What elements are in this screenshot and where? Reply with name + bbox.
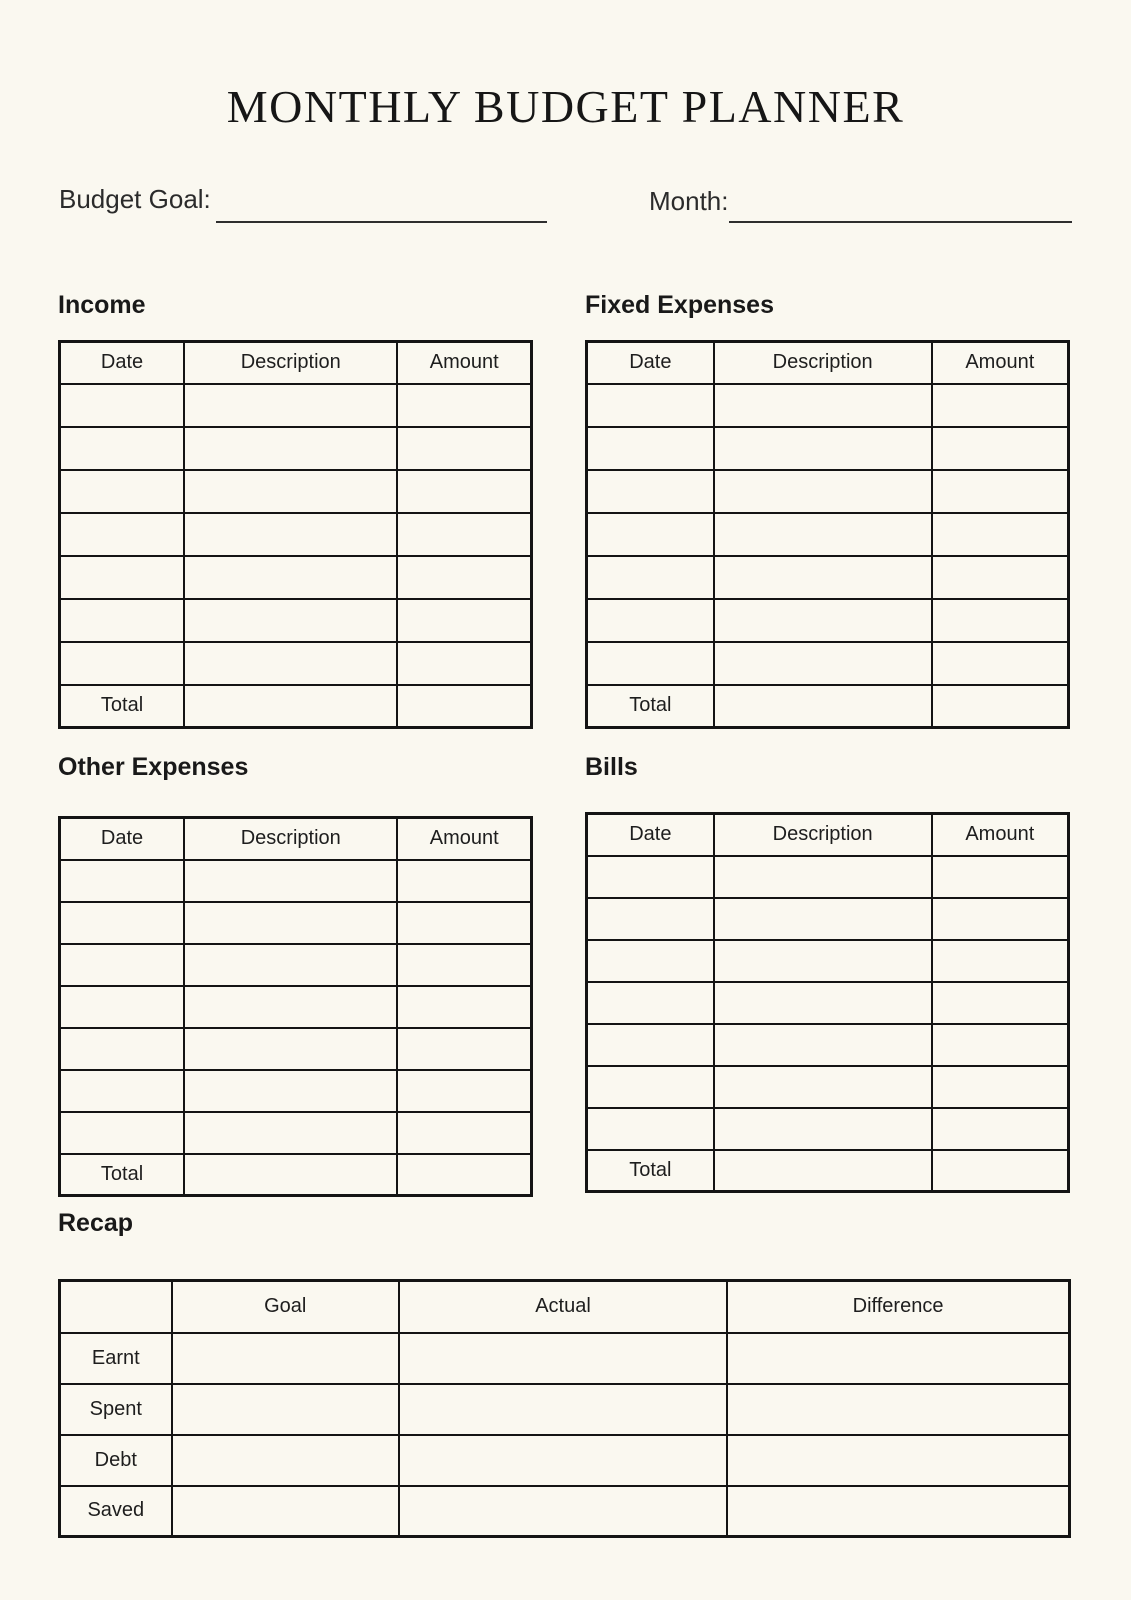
recap-row-earnt: [60, 1333, 1070, 1384]
entry-cell-amount: [397, 1028, 531, 1070]
entry-row: [60, 470, 532, 513]
recap-cell-actual: [399, 1384, 727, 1435]
entry-cell-description: [184, 1112, 397, 1154]
entry-cell-amount: [932, 982, 1069, 1024]
entry-cell-amount: [932, 642, 1069, 685]
other-expenses-table: [58, 816, 533, 1197]
entry-row: [587, 940, 1069, 982]
entry-cell-description: [714, 642, 932, 685]
column-header-date: Date: [587, 814, 714, 856]
budget-goal-label: Budget Goal:: [59, 184, 211, 214]
entry-cell-amount: [397, 944, 531, 986]
entry-row: [587, 642, 1069, 685]
entry-row: [60, 1028, 532, 1070]
entry-cell-amount: [932, 856, 1069, 898]
entry-cell-description: [184, 986, 397, 1028]
entry-cell-date: [60, 556, 185, 599]
entry-row: [587, 599, 1069, 642]
entry-cell-date: [587, 642, 714, 685]
entry-cell-description: [714, 556, 932, 599]
entry-cell-amount: [932, 384, 1069, 427]
section-heading-recap: Recap: [58, 1209, 134, 1237]
entry-row: [60, 513, 532, 556]
entry-cell-amount: [932, 599, 1069, 642]
total-cell-amount: [397, 1154, 531, 1196]
column-header-amount: Amount: [932, 814, 1069, 856]
entry-cell-date: [587, 856, 714, 898]
column-header-date: Date: [60, 342, 185, 384]
entry-cell-amount: [397, 642, 531, 685]
recap-row-debt: [60, 1435, 1070, 1486]
recap-cell-difference: [727, 1384, 1069, 1435]
recap-row-label: Spent: [60, 1384, 172, 1435]
entry-cell-amount: [932, 1066, 1069, 1108]
recap-row-saved: [60, 1486, 1070, 1537]
entry-cell-description: [714, 1108, 932, 1150]
total-label: Total: [60, 685, 185, 728]
total-row: [587, 1150, 1069, 1192]
entry-cell-amount: [397, 1070, 531, 1112]
total-label: Total: [60, 1154, 185, 1196]
entry-cell-amount: [932, 427, 1069, 470]
recap-cell-actual: [399, 1435, 727, 1486]
entry-row: [587, 556, 1069, 599]
recap-corner-cell: [60, 1281, 172, 1333]
entry-cell-amount: [397, 513, 531, 556]
column-header-description: Description: [184, 818, 397, 860]
entry-cell-description: [184, 860, 397, 902]
entry-cell-amount: [932, 470, 1069, 513]
total-row: [587, 685, 1069, 728]
total-label: Total: [587, 685, 714, 728]
entry-cell-amount: [397, 902, 531, 944]
entry-row: [587, 384, 1069, 427]
entry-cell-date: [587, 982, 714, 1024]
entry-cell-date: [587, 556, 714, 599]
total-cell-description: [184, 685, 397, 728]
entry-cell-amount: [397, 986, 531, 1028]
entry-row: [587, 1066, 1069, 1108]
section-heading-income: Income: [58, 291, 146, 319]
entry-cell-description: [714, 470, 932, 513]
entry-cell-date: [587, 470, 714, 513]
recap-cell-difference: [727, 1333, 1069, 1384]
entry-cell-description: [184, 1028, 397, 1070]
total-label: Total: [587, 1150, 714, 1192]
entry-cell-date: [60, 642, 185, 685]
entry-row: [60, 556, 532, 599]
total-cell-description: [184, 1154, 397, 1196]
entry-cell-amount: [932, 1108, 1069, 1150]
entry-cell-amount: [932, 898, 1069, 940]
entry-row: [60, 642, 532, 685]
entry-cell-amount: [397, 1112, 531, 1154]
recap-cell-goal: [172, 1486, 399, 1537]
income-table-body: [60, 384, 532, 728]
entry-cell-date: [60, 513, 185, 556]
entry-row: [60, 384, 532, 427]
column-header-difference: Difference: [727, 1281, 1069, 1333]
column-header-description: Description: [714, 814, 932, 856]
recap-cell-actual: [399, 1486, 727, 1537]
recap-table: [58, 1279, 1071, 1538]
entry-cell-amount: [932, 940, 1069, 982]
budget-goal-blank-line: [216, 221, 547, 223]
column-header-goal: Goal: [172, 1281, 399, 1333]
entry-cell-date: [587, 1108, 714, 1150]
fixed-expenses-table: [585, 340, 1070, 729]
entry-cell-description: [714, 982, 932, 1024]
entry-cell-date: [60, 427, 185, 470]
entry-row: [587, 427, 1069, 470]
entry-cell-date: [60, 1028, 185, 1070]
entry-row: [60, 599, 532, 642]
entry-row: [60, 1070, 532, 1112]
entry-row: [60, 944, 532, 986]
entry-row: [587, 470, 1069, 513]
entry-row: [587, 898, 1069, 940]
entry-cell-date: [60, 1112, 185, 1154]
entry-cell-description: [184, 599, 397, 642]
recap-row-label: Earnt: [60, 1333, 172, 1384]
entry-cell-amount: [397, 599, 531, 642]
page-title: MONTHLY BUDGET PLANNER: [226, 81, 905, 132]
entry-cell-description: [184, 902, 397, 944]
entry-cell-date: [587, 384, 714, 427]
recap-cell-actual: [399, 1333, 727, 1384]
entry-cell-description: [714, 599, 932, 642]
table-header-row: [587, 342, 1069, 384]
table-header-row: [587, 814, 1069, 856]
entry-cell-amount: [397, 556, 531, 599]
entry-row: [60, 1112, 532, 1154]
recap-table-body: [60, 1333, 1070, 1537]
entry-cell-description: [184, 642, 397, 685]
column-header-date: Date: [60, 818, 185, 860]
total-cell-amount: [397, 685, 531, 728]
entry-cell-date: [60, 944, 185, 986]
entry-cell-description: [184, 384, 397, 427]
total-cell-amount: [932, 1150, 1069, 1192]
entry-row: [60, 986, 532, 1028]
entry-cell-description: [714, 856, 932, 898]
entry-cell-date: [60, 986, 185, 1028]
recap-cell-goal: [172, 1435, 399, 1486]
entry-cell-description: [184, 1070, 397, 1112]
entry-row: [60, 902, 532, 944]
entry-row: [587, 1024, 1069, 1066]
entry-cell-description: [714, 384, 932, 427]
entry-row: [587, 856, 1069, 898]
recap-cell-difference: [727, 1435, 1069, 1486]
entry-cell-date: [587, 599, 714, 642]
column-header-amount: Amount: [397, 818, 531, 860]
column-header-actual: Actual: [399, 1281, 727, 1333]
recap-header-row: [60, 1281, 1070, 1333]
entry-cell-description: [714, 1024, 932, 1066]
total-cell-amount: [932, 685, 1069, 728]
income-table: [58, 340, 533, 729]
total-cell-description: [714, 1150, 932, 1192]
entry-cell-amount: [397, 427, 531, 470]
recap-row-label: Debt: [60, 1435, 172, 1486]
fixed-expenses-table-body: [587, 384, 1069, 728]
column-header-amount: Amount: [932, 342, 1069, 384]
entry-cell-amount: [932, 513, 1069, 556]
entry-cell-amount: [932, 1024, 1069, 1066]
total-row: [60, 685, 532, 728]
bills-table: [585, 812, 1070, 1193]
entry-row: [60, 860, 532, 902]
section-heading-fixed-expenses: Fixed Expenses: [585, 291, 774, 319]
section-heading-other-expenses: Other Expenses: [58, 753, 249, 781]
entry-cell-description: [184, 470, 397, 513]
recap-cell-goal: [172, 1384, 399, 1435]
bills-table-body: [587, 856, 1069, 1192]
column-header-amount: Amount: [397, 342, 531, 384]
column-header-description: Description: [184, 342, 397, 384]
total-row: [60, 1154, 532, 1196]
entry-cell-date: [587, 1066, 714, 1108]
entry-cell-date: [587, 940, 714, 982]
recap-row-label: Saved: [60, 1486, 172, 1537]
entry-cell-description: [184, 944, 397, 986]
entry-cell-date: [60, 384, 185, 427]
entry-row: [587, 982, 1069, 1024]
other-expenses-table-body: [60, 860, 532, 1196]
column-header-description: Description: [714, 342, 932, 384]
entry-cell-amount: [397, 384, 531, 427]
entry-cell-description: [714, 1066, 932, 1108]
total-cell-description: [714, 685, 932, 728]
entry-row: [587, 1108, 1069, 1150]
entry-cell-date: [60, 470, 185, 513]
entry-cell-date: [60, 599, 185, 642]
recap-row-spent: [60, 1384, 1070, 1435]
column-header-date: Date: [587, 342, 714, 384]
entry-cell-description: [714, 427, 932, 470]
entry-row: [60, 427, 532, 470]
entry-cell-amount: [397, 860, 531, 902]
table-header-row: [60, 818, 532, 860]
entry-row: [587, 513, 1069, 556]
entry-cell-description: [184, 427, 397, 470]
recap-cell-difference: [727, 1486, 1069, 1537]
entry-cell-date: [587, 898, 714, 940]
month-blank-line: [729, 221, 1072, 223]
entry-cell-description: [184, 513, 397, 556]
month-label: Month:: [649, 186, 729, 216]
entry-cell-date: [587, 1024, 714, 1066]
entry-cell-date: [60, 1070, 185, 1112]
entry-cell-description: [714, 940, 932, 982]
entry-cell-amount: [932, 556, 1069, 599]
section-heading-bills: Bills: [585, 753, 638, 781]
entry-cell-description: [184, 556, 397, 599]
entry-cell-date: [587, 513, 714, 556]
recap-cell-goal: [172, 1333, 399, 1384]
entry-cell-date: [60, 860, 185, 902]
entry-cell-date: [587, 427, 714, 470]
entry-cell-amount: [397, 470, 531, 513]
entry-cell-date: [60, 902, 185, 944]
entry-cell-description: [714, 513, 932, 556]
table-header-row: [60, 342, 532, 384]
entry-cell-description: [714, 898, 932, 940]
